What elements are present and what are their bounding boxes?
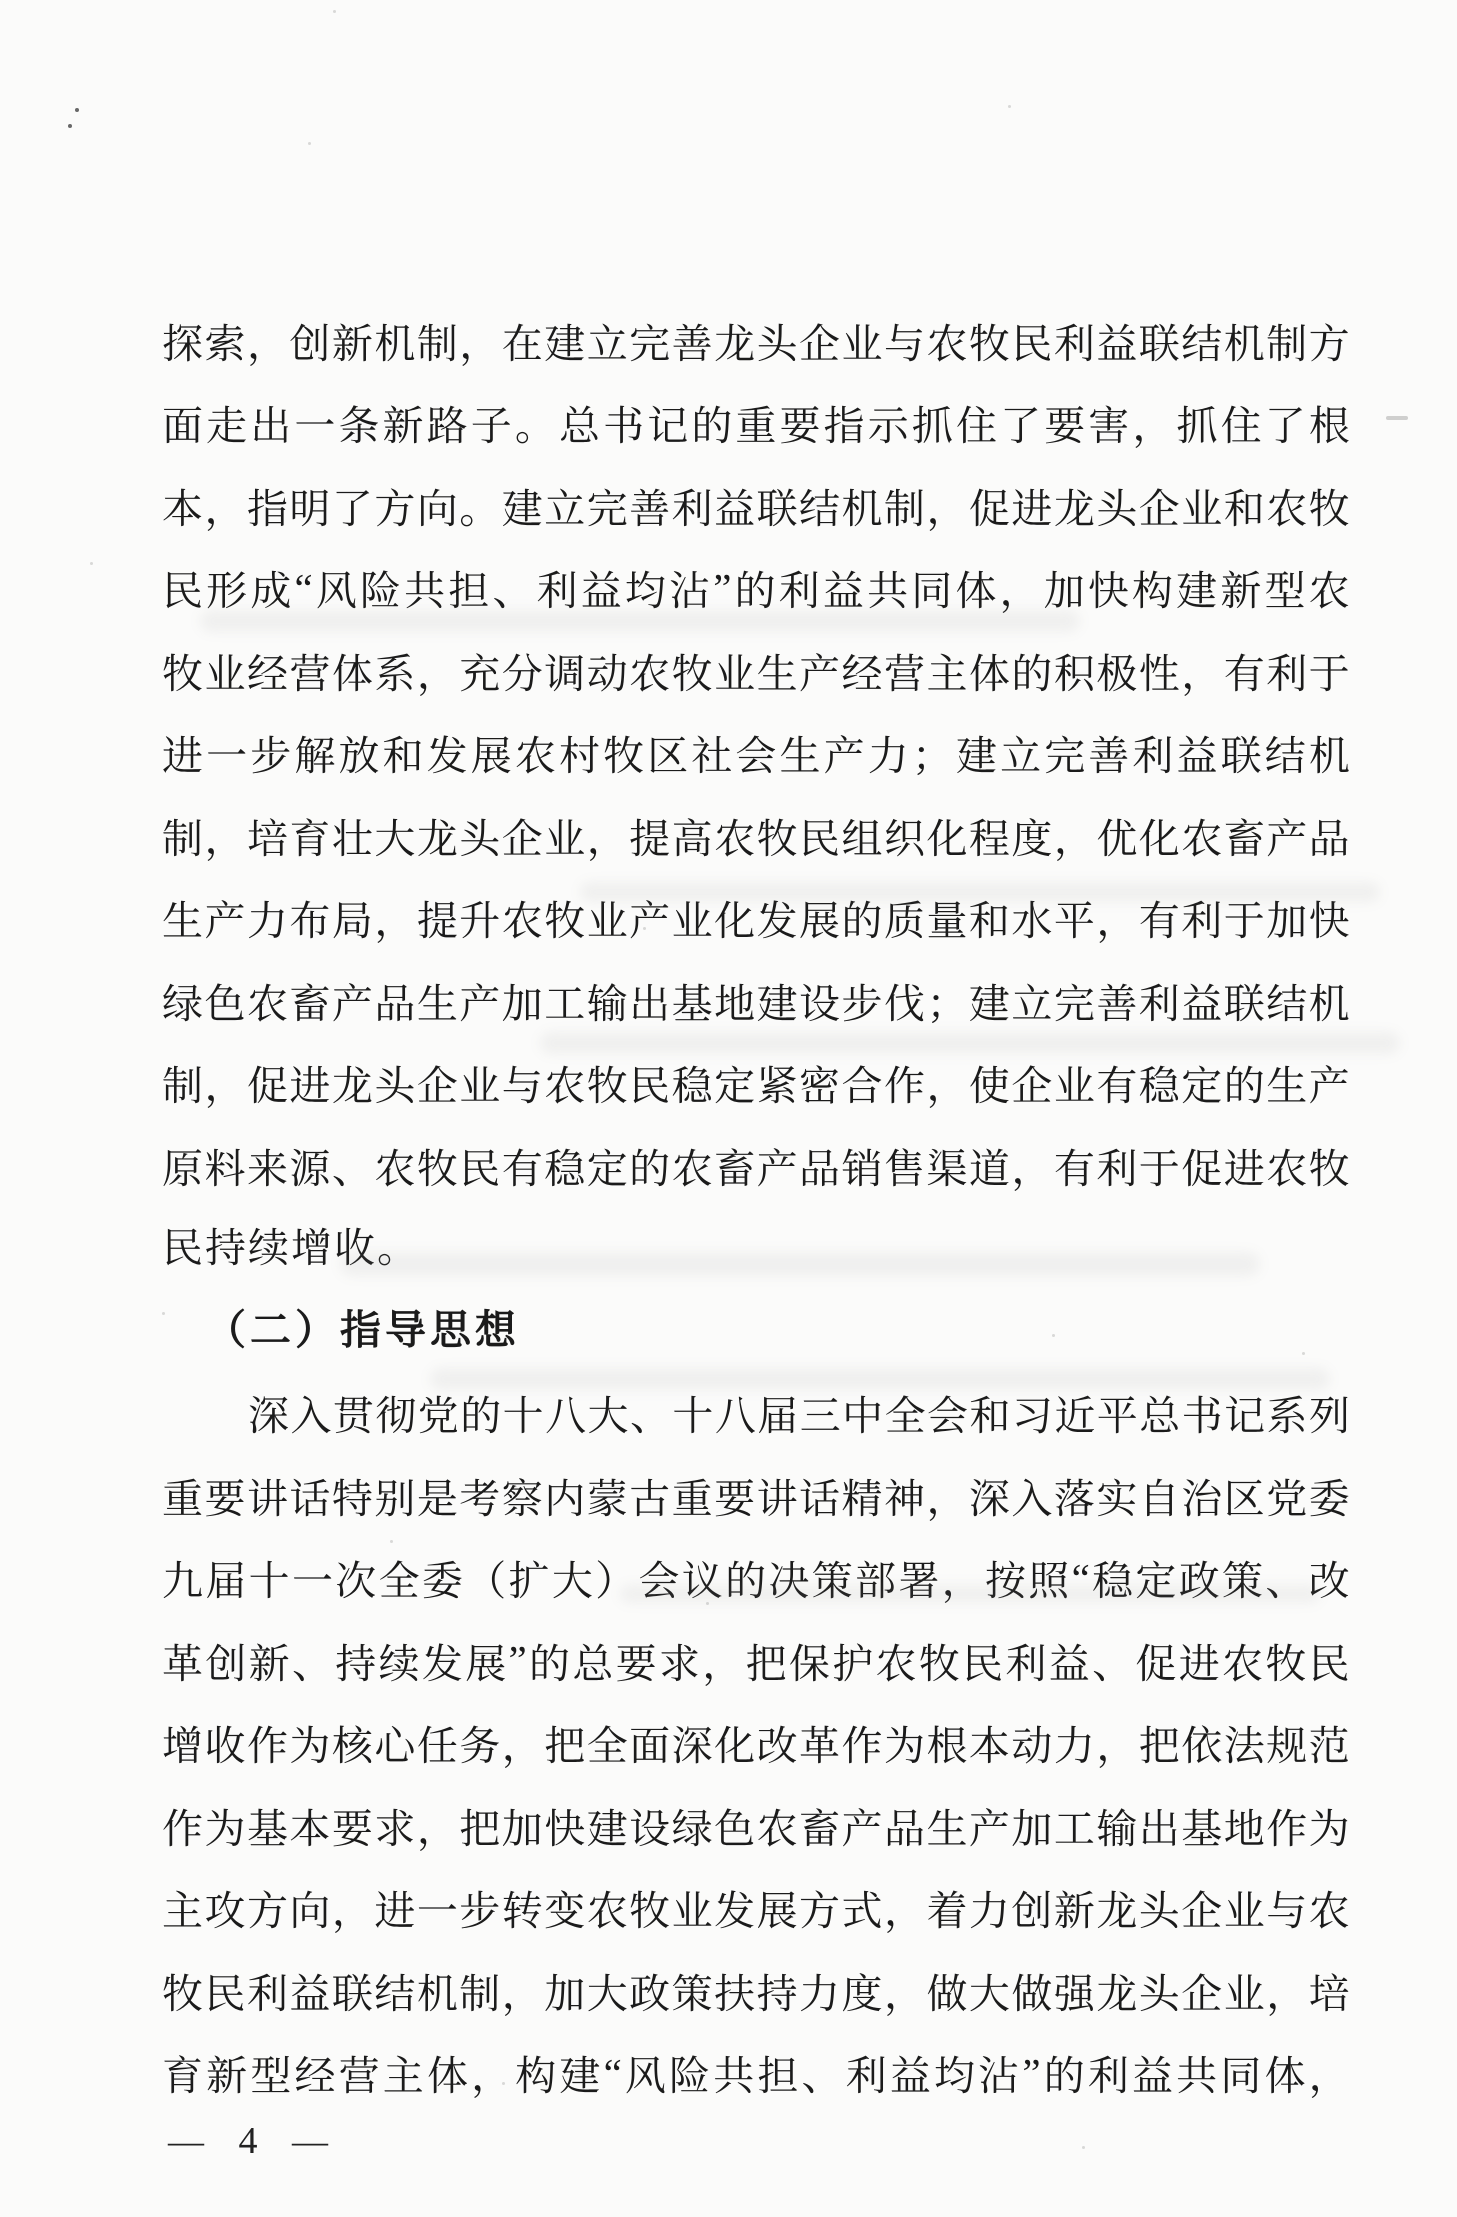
text-line: 重 要 讲 话 特 别 是 考 察 内 蒙 古 重 要 讲 话 精 神 ， 深 入 落 实 自 治 区 党 委 xyxy=(162,1475,1350,1522)
scan-ghosting xyxy=(620,1585,1320,1603)
scan-artifact xyxy=(1052,1334,1055,1337)
scan-artifact xyxy=(90,562,93,565)
text-line: 绿 色 农 畜 产 品 生 产 加 工 输 出 基 地 建 设 步 伐 ； 建 立 完 善 利 益 联 结 机 xyxy=(162,980,1350,1027)
text-line: 民 形 成 “ 风 险 共 担 、 利 益 均 沾 ” 的 利 益 共 同 体 ， 加 快 构 建 新 型 农 xyxy=(162,564,1350,615)
text-line: 育 新 型 经 营 主 体 ， 构 建 “ 风 险 共 担 、 利 益 均 沾 ” 的 利 益 共 同 体 ， xyxy=(162,2049,1350,2100)
text-line: 作 为 基 本 要 求 ， 把 加 快 建 设 绿 色 农 畜 产 品 生 产 加 工 输 出 基 地 作 为 xyxy=(162,1805,1350,1852)
text-line: 主 攻 方 向 ， 进 一 步 转 变 农 牧 业 发 展 方 式 ， 着 力 创 新 龙 头 企 业 与 农 xyxy=(162,1888,1350,1935)
text-line: 九 届 十 一 次 全 委 （ 扩 大 ） 会 议 的 决 策 部 署 ， 按 照 “ 稳 定 政 策 、 改 xyxy=(162,1554,1350,1605)
section-heading: （二）指导思想 xyxy=(205,1307,520,1353)
scan-artifact xyxy=(1386,416,1408,420)
footer-dash-left: — xyxy=(168,2121,204,2161)
text-line: 革 创 新 、 持 续 发 展 ” 的 总 要 求 ， 把 保 护 农 牧 民 利 益 、 促 进 农 牧 民 xyxy=(162,1637,1350,1687)
text-line: 原 料 来 源 、 农 牧 民 有 稳 定 的 农 畜 产 品 销 售 渠 道 ， 有 利 于 促 进 农 牧 xyxy=(162,1145,1350,1192)
text-line: 探 索 ， 创 新 机 制 ， 在 建 立 完 善 龙 头 企 业 与 农 牧 民 利 益 联 结 机 制 方 xyxy=(162,320,1350,367)
scan-artifact xyxy=(68,124,72,128)
scan-ghosting xyxy=(200,610,1080,632)
text-line: 民持续增收。 xyxy=(162,1224,420,1271)
text-line: 牧 民 利 益 联 结 机 制 ， 加 大 政 策 扶 持 力 度 ， 做 大 做 强 龙 头 企 业 ， 培 xyxy=(162,1970,1350,2017)
scan-ghosting xyxy=(430,1368,1330,1390)
footer-page-number: 4 xyxy=(238,2120,258,2162)
scan-ghosting xyxy=(540,1032,1400,1054)
text-line: 面 走 出 一 条 新 路 子 。 总 书 记 的 重 要 指 示 抓 住 了 要 害 ， 抓 住 了 根 xyxy=(162,403,1350,450)
scan-ghosting xyxy=(340,1252,1260,1276)
text-line: 进 一 步 解 放 和 发 展 农 村 牧 区 社 会 生 产 力 ； 建 立 完 善 利 益 联 结 机 xyxy=(162,733,1350,780)
scan-artifact xyxy=(1008,105,1011,108)
text-line: 本 ， 指 明 了 方 向 。 建 立 完 善 利 益 联 结 机 制 ， 促 进 龙 头 企 业 和 农 牧 xyxy=(162,485,1350,532)
text-line: 生 产 力 布 局 ， 提 升 农 牧 业 产 业 化 发 展 的 质 量 和 水 平 ， 有 利 于 加 快 xyxy=(162,898,1350,945)
scan-artifact xyxy=(390,1540,393,1543)
footer-dash-right: — xyxy=(292,2121,328,2161)
scan-artifact xyxy=(333,10,336,13)
text-line: 制 ， 促 进 龙 头 企 业 与 农 牧 民 稳 定 紧 密 合 作 ， 使 企 业 有 稳 定 的 生 产 xyxy=(162,1063,1350,1110)
scan-artifact xyxy=(502,2082,505,2085)
text-line: 增 收 作 为 核 心 任 务 ， 把 全 面 深 化 改 革 作 为 根 本 动 力 ， 把 依 法 规 范 xyxy=(162,1723,1350,1770)
scan-artifact xyxy=(75,108,79,112)
scan-artifact xyxy=(1302,1352,1305,1355)
document-text-block xyxy=(162,299,1350,2114)
text-line: 深 入 贯 彻 党 的 十 八 大 、 十 八 届 三 中 全 会 和 习 近 平 总 书 记 系 列 xyxy=(248,1393,1350,1440)
scan-artifact xyxy=(308,142,311,145)
page-number xyxy=(168,2108,328,2174)
scan-artifact xyxy=(643,927,646,930)
text-line: 制 ， 培 育 壮 大 龙 头 企 业 ， 提 高 农 牧 民 组 织 化 程 度 ， 优 化 农 畜 产 品 xyxy=(162,815,1350,862)
scan-ghosting xyxy=(580,882,1380,902)
scan-artifact xyxy=(162,1312,165,1315)
text-line: 牧 业 经 营 体 系 ， 充 分 调 动 农 牧 业 生 产 经 营 主 体 的 积 极 性 ， 有 利 于 xyxy=(162,650,1350,697)
scan-artifact xyxy=(1082,2146,1085,2149)
